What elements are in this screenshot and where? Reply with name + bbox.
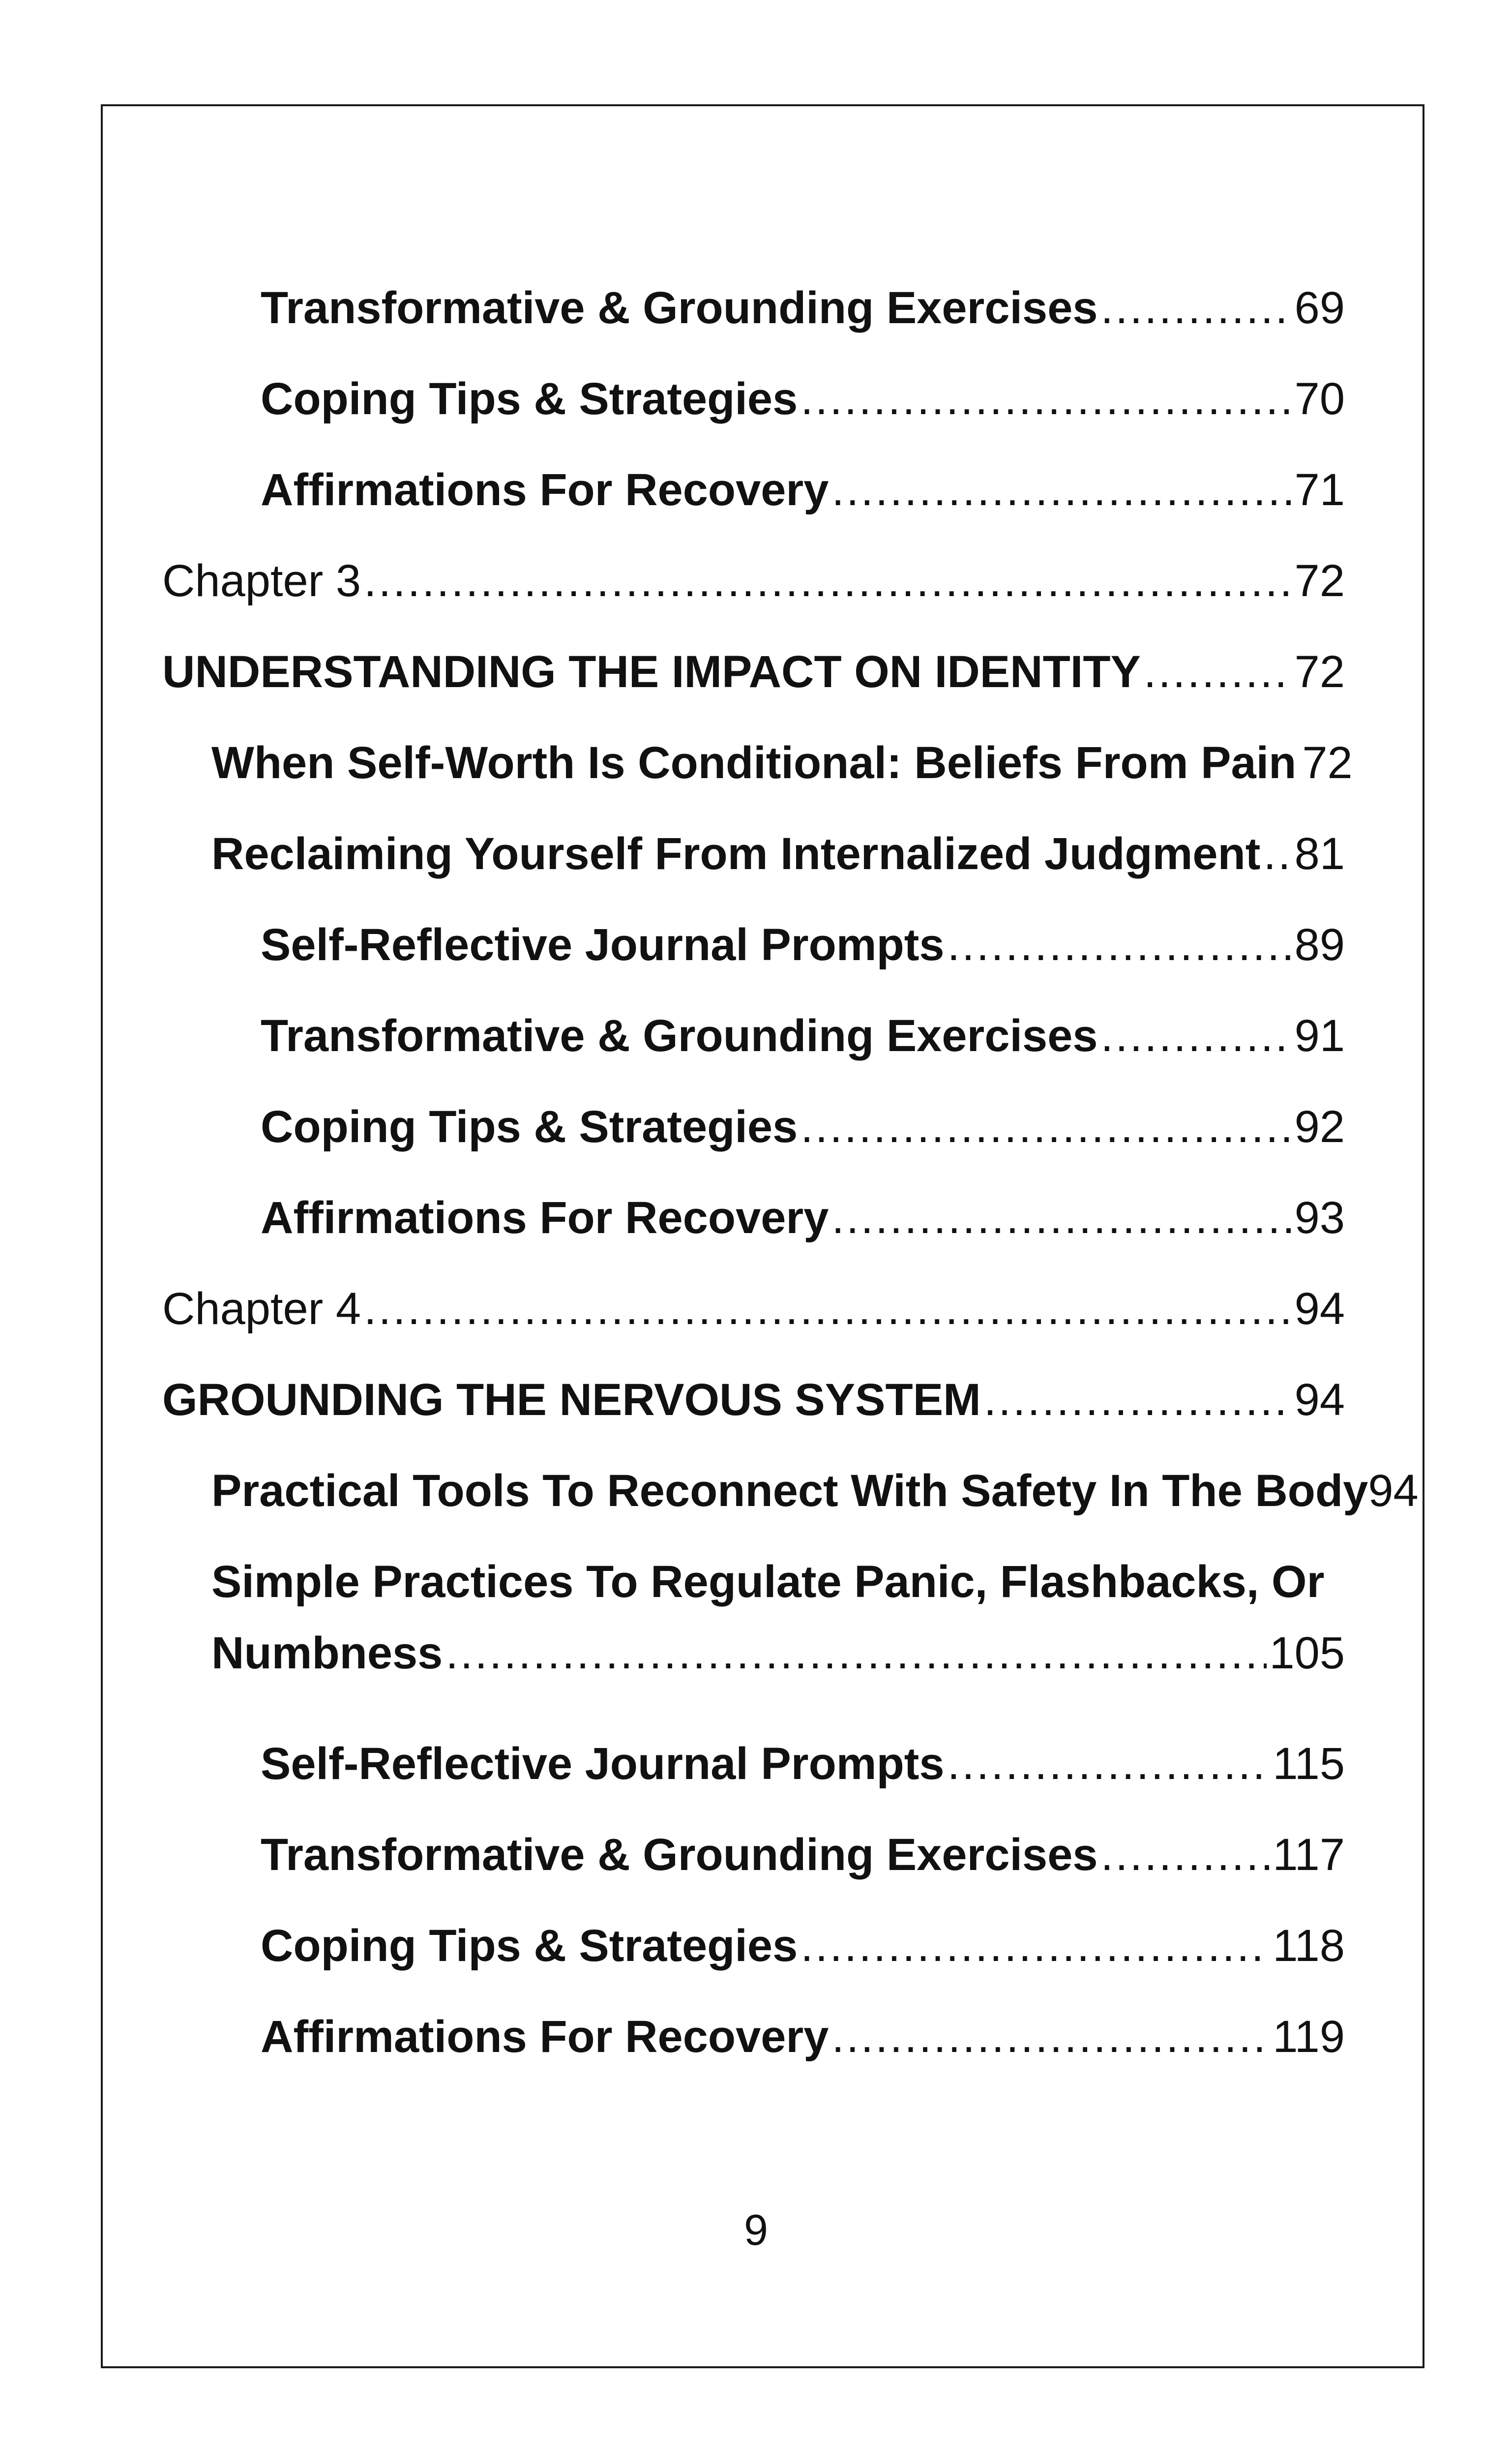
toc-entry[interactable] [162,1812,1345,1903]
toc-entry-title: Coping Tips & Strategies [261,1921,798,1971]
toc-entry-page: 105 [1269,1628,1345,1678]
toc-entry-page: 93 [1294,1193,1345,1243]
toc-entry-page: 70 [1294,374,1345,424]
table-of-contents [162,266,1419,2085]
toc-entry-title: Transformative & Grounding Exercises [261,1830,1098,1880]
toc-entry-title: Coping Tips & Strategies [261,374,798,424]
dot-leader [800,376,1291,422]
dot-leader [831,2014,1270,2059]
dot-leader [364,1286,1292,1331]
toc-entry-title-line1: Simple Practices To Regulate Panic, Flashbacks, Or [211,1557,1325,1607]
toc-chapter-title-entry[interactable] [162,630,1345,721]
toc-entry[interactable] [162,1903,1345,1994]
toc-entry-title: Affirmations For Recovery [261,1193,829,1243]
toc-entry-title: UNDERSTANDING THE IMPACT ON IDENTITY [162,647,1141,697]
dot-leader [984,1377,1292,1422]
page-number: 9 [744,2205,768,2254]
toc-section-entry[interactable] [162,721,1353,812]
toc-entry-page: 119 [1273,2012,1345,2062]
dot-leader [1101,1832,1270,1877]
dot-leader [1144,649,1292,694]
toc-entry-page: 117 [1273,1830,1345,1880]
toc-entry-title-line2: Numbness [211,1628,443,1678]
toc-entry[interactable] [162,1085,1345,1176]
toc-entry-page: 91 [1294,1011,1345,1061]
toc-entry-page: 72 [1302,738,1353,788]
toc-entry[interactable] [162,1176,1345,1267]
toc-entry-title: Self-Reflective Journal Prompts [261,920,945,970]
toc-entry[interactable] [162,1721,1345,1812]
dot-leader [1263,831,1291,876]
toc-entry-page: 72 [1294,556,1345,606]
toc-entry[interactable] [162,903,1345,994]
dot-leader [1101,285,1292,331]
toc-entry[interactable] [162,1994,1345,2085]
dot-leader [948,1741,1270,1786]
toc-section-entry[interactable] [162,812,1345,903]
toc-entry-title: Practical Tools To Reconnect With Safety In The Body [211,1466,1368,1516]
toc-section-entry[interactable] [162,1448,1419,1539]
toc-chapter-title-entry[interactable] [162,1357,1345,1448]
toc-section-entry[interactable] [162,1539,1345,1721]
dot-leader [831,1195,1291,1240]
toc-entry-title: Affirmations For Recovery [261,465,829,515]
toc-entry[interactable] [162,448,1345,539]
toc-entry-page: 72 [1294,647,1345,697]
toc-entry-title: Chapter 4 [162,1284,361,1334]
toc-chapter-entry[interactable] [162,1267,1345,1357]
toc-entry-page: 94 [1368,1466,1419,1516]
toc-entry-title: Affirmations For Recovery [261,2012,829,2062]
toc-entry-page: 81 [1294,829,1345,879]
toc-entry-page: 69 [1294,283,1345,333]
dot-leader [364,558,1292,603]
toc-entry-page: 118 [1273,1921,1345,1971]
toc-chapter-entry[interactable] [162,539,1345,630]
toc-entry[interactable] [162,994,1345,1085]
toc-entry-title: Coping Tips & Strategies [261,1102,798,1152]
dot-leader [445,1630,1266,1676]
dot-leader [800,1923,1270,1968]
toc-entry-title: Self-Reflective Journal Prompts [261,1739,945,1789]
toc-entry-page: 92 [1294,1102,1345,1152]
toc-entry-title: GROUNDING THE NERVOUS SYSTEM [162,1375,981,1425]
toc-entry[interactable] [162,357,1345,448]
toc-entry-page: 71 [1294,465,1345,515]
toc-entry-title: Reclaiming Yourself From Internalized Judgment [211,829,1261,879]
toc-entry-title: Transformative & Grounding Exercises [261,283,1098,333]
dot-leader [1101,1013,1292,1058]
dot-leader [948,922,1292,967]
toc-entry[interactable] [162,266,1345,357]
toc-entry-title: When Self-Worth Is Conditional: Beliefs From Pain [211,738,1297,788]
toc-entry-page: 89 [1294,920,1345,970]
toc-entry-title: Transformative & Grounding Exercises [261,1011,1098,1061]
toc-entry-page: 94 [1294,1375,1345,1425]
toc-entry-page: 115 [1273,1739,1345,1789]
dot-leader [800,1104,1291,1149]
toc-entry-title: Chapter 3 [162,556,361,606]
toc-entry-page: 94 [1294,1284,1345,1334]
dot-leader [831,467,1291,513]
